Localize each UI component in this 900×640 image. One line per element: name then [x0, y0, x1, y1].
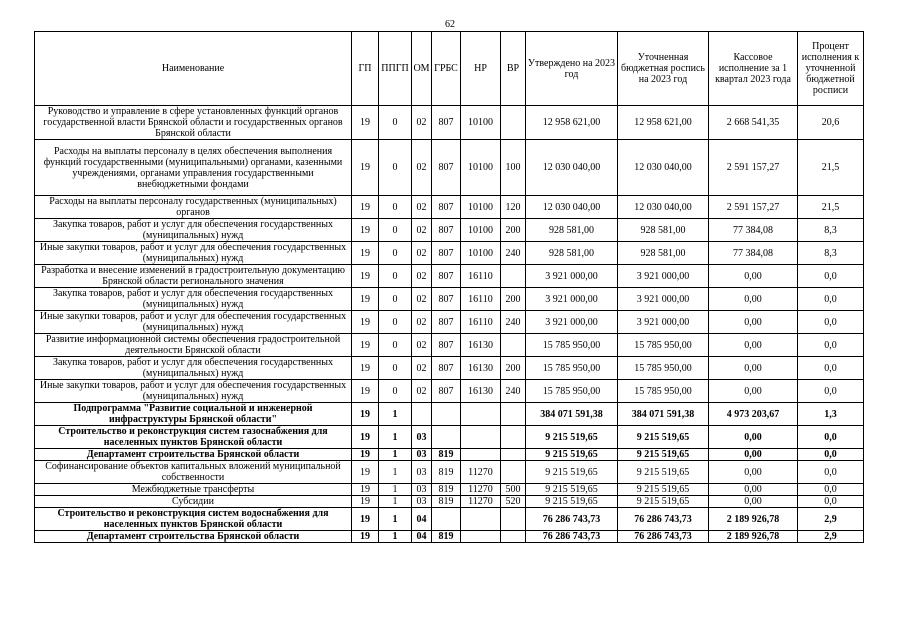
cell-refined: 76 286 743,73	[618, 508, 709, 531]
cell-np	[461, 508, 501, 531]
cell-om	[412, 403, 432, 426]
cell-np: 11270	[461, 496, 501, 508]
table-row	[35, 496, 864, 508]
cell-approved: 9 215 519,65	[526, 426, 618, 449]
cell-ppgp: 0	[379, 380, 412, 403]
cell-om: 03	[412, 496, 432, 508]
cell-vr: 500	[501, 484, 526, 496]
header-np: НР	[461, 32, 501, 106]
cell-refined: 15 785 950,00	[618, 334, 709, 357]
cell-ppgp: 0	[379, 265, 412, 288]
cell-vr: 240	[501, 311, 526, 334]
cell-gp: 19	[352, 426, 379, 449]
cell-ppgp: 1	[379, 426, 412, 449]
cell-grbs: 807	[432, 265, 461, 288]
cell-gp: 19	[352, 496, 379, 508]
cell-gp: 19	[352, 219, 379, 242]
header-name: Наименование	[35, 32, 352, 106]
cell-refined: 3 921 000,00	[618, 265, 709, 288]
cell-percent: 0,0	[798, 484, 864, 496]
cell-np	[461, 449, 501, 461]
cell-percent: 0,0	[798, 288, 864, 311]
cell-approved: 9 215 519,65	[526, 484, 618, 496]
table-header-row	[35, 32, 864, 106]
header-approved: Утверждено на 2023 год	[526, 32, 618, 106]
cell-grbs: 819	[432, 449, 461, 461]
cell-np: 16110	[461, 288, 501, 311]
cell-np	[461, 531, 501, 543]
cell-name: Расходы на выплаты персоналу государственных (муниципальных) органов	[35, 196, 352, 219]
cell-name: Иные закупки товаров, работ и услуг для обеспечения государственных (муниципальных) нужд	[35, 380, 352, 403]
cell-vr	[501, 508, 526, 531]
cell-approved: 3 921 000,00	[526, 265, 618, 288]
page-number: 62	[445, 19, 455, 30]
cell-ppgp: 0	[379, 242, 412, 265]
cell-ppgp: 1	[379, 484, 412, 496]
cell-approved: 76 286 743,73	[526, 508, 618, 531]
cell-ppgp: 1	[379, 531, 412, 543]
cell-np: 10100	[461, 219, 501, 242]
table-row	[35, 140, 864, 196]
table-row	[35, 334, 864, 357]
cell-approved: 9 215 519,65	[526, 461, 618, 484]
cell-grbs: 807	[432, 219, 461, 242]
cell-name: Руководство и управление в сфере установленных функций органов государственной власти Брянской области и государственных органов Брянской области	[35, 106, 352, 140]
cell-np: 10100	[461, 242, 501, 265]
cell-name: Расходы на выплаты персоналу в целях обеспечения выполнения функций государственными (муниципальными) органами, казенными учреждениями, органами управления государственными внебюджетными фондами	[35, 140, 352, 196]
cell-refined: 9 215 519,65	[618, 496, 709, 508]
cell-cash: 0,00	[709, 334, 798, 357]
cell-name: Строительство и реконструкция систем газоснабжения для населенных пунктов Брянской области	[35, 426, 352, 449]
cell-om: 02	[412, 357, 432, 380]
cell-np: 16130	[461, 380, 501, 403]
table-row	[35, 242, 864, 265]
cell-refined: 76 286 743,73	[618, 531, 709, 543]
cell-cash: 0,00	[709, 380, 798, 403]
cell-np: 16110	[461, 265, 501, 288]
cell-np: 10100	[461, 140, 501, 196]
cell-gp: 19	[352, 531, 379, 543]
cell-name: Закупка товаров, работ и услуг для обеспечения государственных (муниципальных) нужд	[35, 219, 352, 242]
cell-gp: 19	[352, 311, 379, 334]
cell-ppgp: 1	[379, 461, 412, 484]
cell-approved: 3 921 000,00	[526, 288, 618, 311]
cell-approved: 928 581,00	[526, 219, 618, 242]
cell-percent: 20,6	[798, 106, 864, 140]
cell-vr	[501, 403, 526, 426]
cell-gp: 19	[352, 106, 379, 140]
cell-gp: 19	[352, 265, 379, 288]
header-ppgp: ППГП	[379, 32, 412, 106]
cell-percent: 8,3	[798, 242, 864, 265]
cell-ppgp: 0	[379, 106, 412, 140]
cell-np: 16110	[461, 311, 501, 334]
cell-gp: 19	[352, 461, 379, 484]
header-refined: Уточненная бюджетная роспись на 2023 год	[618, 32, 709, 106]
cell-percent: 0,0	[798, 380, 864, 403]
cell-name: Подпрограмма "Развитие социальной и инженерной инфраструктуры Брянской области"	[35, 403, 352, 426]
cell-cash: 0,00	[709, 484, 798, 496]
cell-cash: 0,00	[709, 496, 798, 508]
cell-approved: 15 785 950,00	[526, 334, 618, 357]
cell-percent: 0,0	[798, 449, 864, 461]
cell-om: 03	[412, 426, 432, 449]
cell-percent: 1,3	[798, 403, 864, 426]
cell-percent: 8,3	[798, 219, 864, 242]
cell-np	[461, 403, 501, 426]
cell-cash: 0,00	[709, 426, 798, 449]
cell-refined: 15 785 950,00	[618, 380, 709, 403]
cell-name: Строительство и реконструкция систем водоснабжения для населенных пунктов Брянской области	[35, 508, 352, 531]
cell-refined: 15 785 950,00	[618, 357, 709, 380]
cell-cash: 2 591 157,27	[709, 196, 798, 219]
cell-grbs: 819	[432, 484, 461, 496]
cell-grbs: 807	[432, 106, 461, 140]
cell-gp: 19	[352, 449, 379, 461]
cell-vr: 200	[501, 219, 526, 242]
cell-vr: 200	[501, 288, 526, 311]
cell-om: 02	[412, 196, 432, 219]
cell-name: Департамент строительства Брянской области	[35, 449, 352, 461]
cell-np: 16130	[461, 334, 501, 357]
cell-name: Департамент строительства Брянской области	[35, 531, 352, 543]
cell-percent: 2,9	[798, 508, 864, 531]
cell-gp: 19	[352, 288, 379, 311]
header-percent: Процент исполнения к уточненной бюджетной росписи	[798, 32, 864, 106]
cell-grbs: 819	[432, 461, 461, 484]
cell-gp: 19	[352, 140, 379, 196]
cell-name: Разработка и внесение изменений в градостроительную документацию Брянской области регионального значения	[35, 265, 352, 288]
cell-om: 02	[412, 265, 432, 288]
cell-name: Закупка товаров, работ и услуг для обеспечения государственных (муниципальных) нужд	[35, 357, 352, 380]
cell-refined: 12 030 040,00	[618, 196, 709, 219]
cell-cash: 2 591 157,27	[709, 140, 798, 196]
table-row	[35, 403, 864, 426]
cell-approved: 76 286 743,73	[526, 531, 618, 543]
cell-ppgp: 0	[379, 357, 412, 380]
cell-ppgp: 0	[379, 140, 412, 196]
cell-refined: 9 215 519,65	[618, 461, 709, 484]
cell-percent: 21,5	[798, 196, 864, 219]
cell-grbs	[432, 426, 461, 449]
cell-cash: 0,00	[709, 461, 798, 484]
cell-refined: 384 071 591,38	[618, 403, 709, 426]
table-row	[35, 265, 864, 288]
cell-percent: 2,9	[798, 531, 864, 543]
table-row	[35, 461, 864, 484]
cell-refined: 3 921 000,00	[618, 311, 709, 334]
cell-ppgp: 0	[379, 288, 412, 311]
cell-ppgp: 1	[379, 508, 412, 531]
table-row	[35, 106, 864, 140]
cell-name: Межбюджетные трансферты	[35, 484, 352, 496]
cell-percent: 0,0	[798, 334, 864, 357]
table-row	[35, 508, 864, 531]
header-cash: Кассовое исполнение за 1 квартал 2023 года	[709, 32, 798, 106]
budget-table	[34, 31, 864, 543]
cell-grbs: 807	[432, 140, 461, 196]
cell-name: Иные закупки товаров, работ и услуг для обеспечения государственных (муниципальных) нужд	[35, 311, 352, 334]
cell-grbs	[432, 403, 461, 426]
cell-percent: 0,0	[798, 357, 864, 380]
cell-approved: 15 785 950,00	[526, 357, 618, 380]
cell-gp: 19	[352, 196, 379, 219]
cell-vr: 120	[501, 196, 526, 219]
cell-gp: 19	[352, 403, 379, 426]
cell-om: 02	[412, 380, 432, 403]
cell-percent: 0,0	[798, 426, 864, 449]
cell-om: 02	[412, 140, 432, 196]
cell-om: 02	[412, 242, 432, 265]
cell-refined: 12 030 040,00	[618, 140, 709, 196]
table-row	[35, 357, 864, 380]
cell-name: Закупка товаров, работ и услуг для обеспечения государственных (муниципальных) нужд	[35, 288, 352, 311]
cell-ppgp: 0	[379, 334, 412, 357]
cell-grbs: 807	[432, 311, 461, 334]
cell-vr	[501, 531, 526, 543]
cell-om: 02	[412, 334, 432, 357]
cell-vr: 520	[501, 496, 526, 508]
cell-np: 11270	[461, 484, 501, 496]
cell-cash: 0,00	[709, 311, 798, 334]
cell-approved: 12 958 621,00	[526, 106, 618, 140]
cell-vr	[501, 461, 526, 484]
cell-refined: 928 581,00	[618, 242, 709, 265]
cell-vr	[501, 334, 526, 357]
cell-approved: 12 030 040,00	[526, 196, 618, 219]
cell-grbs: 819	[432, 531, 461, 543]
cell-refined: 9 215 519,65	[618, 449, 709, 461]
cell-gp: 19	[352, 484, 379, 496]
cell-vr: 200	[501, 357, 526, 380]
cell-om: 02	[412, 106, 432, 140]
cell-cash: 0,00	[709, 288, 798, 311]
cell-approved: 9 215 519,65	[526, 496, 618, 508]
cell-ppgp: 1	[379, 449, 412, 461]
cell-refined: 9 215 519,65	[618, 426, 709, 449]
cell-vr: 100	[501, 140, 526, 196]
cell-vr: 240	[501, 242, 526, 265]
cell-ppgp: 1	[379, 496, 412, 508]
cell-om: 04	[412, 531, 432, 543]
cell-cash: 4 973 203,67	[709, 403, 798, 426]
cell-om: 03	[412, 461, 432, 484]
cell-ppgp: 0	[379, 311, 412, 334]
table-row	[35, 426, 864, 449]
cell-gp: 19	[352, 242, 379, 265]
table-row	[35, 311, 864, 334]
cell-grbs: 807	[432, 357, 461, 380]
cell-ppgp: 1	[379, 403, 412, 426]
cell-cash: 0,00	[709, 357, 798, 380]
cell-gp: 19	[352, 334, 379, 357]
cell-refined: 12 958 621,00	[618, 106, 709, 140]
table-row	[35, 288, 864, 311]
cell-cash: 77 384,08	[709, 219, 798, 242]
cell-refined: 3 921 000,00	[618, 288, 709, 311]
cell-refined: 9 215 519,65	[618, 484, 709, 496]
cell-om: 03	[412, 484, 432, 496]
header-om: ОМ	[412, 32, 432, 106]
cell-refined: 928 581,00	[618, 219, 709, 242]
cell-cash: 2 189 926,78	[709, 508, 798, 531]
cell-approved: 928 581,00	[526, 242, 618, 265]
cell-cash: 0,00	[709, 265, 798, 288]
cell-cash: 0,00	[709, 449, 798, 461]
header-vr: ВР	[501, 32, 526, 106]
cell-grbs: 807	[432, 288, 461, 311]
table-row	[35, 380, 864, 403]
cell-grbs: 807	[432, 196, 461, 219]
cell-np: 10100	[461, 196, 501, 219]
header-gp: ГП	[352, 32, 379, 106]
cell-grbs: 807	[432, 334, 461, 357]
cell-np	[461, 426, 501, 449]
header-grbs: ГРБС	[432, 32, 461, 106]
cell-om: 02	[412, 219, 432, 242]
cell-grbs: 807	[432, 380, 461, 403]
cell-percent: 0,0	[798, 461, 864, 484]
table-row	[35, 484, 864, 496]
cell-om: 02	[412, 288, 432, 311]
cell-ppgp: 0	[379, 196, 412, 219]
cell-grbs	[432, 508, 461, 531]
cell-name: Софинансирование объектов капитальных вложений муниципальной собственности	[35, 461, 352, 484]
cell-percent: 0,0	[798, 311, 864, 334]
cell-approved: 3 921 000,00	[526, 311, 618, 334]
cell-cash: 2 189 926,78	[709, 531, 798, 543]
cell-grbs: 807	[432, 242, 461, 265]
cell-gp: 19	[352, 380, 379, 403]
cell-ppgp: 0	[379, 219, 412, 242]
cell-cash: 2 668 541,35	[709, 106, 798, 140]
cell-np: 16130	[461, 357, 501, 380]
cell-vr	[501, 265, 526, 288]
table-row	[35, 531, 864, 543]
cell-cash: 77 384,08	[709, 242, 798, 265]
cell-approved: 12 030 040,00	[526, 140, 618, 196]
cell-om: 03	[412, 449, 432, 461]
cell-vr	[501, 449, 526, 461]
cell-vr: 240	[501, 380, 526, 403]
table-row	[35, 196, 864, 219]
cell-percent: 21,5	[798, 140, 864, 196]
cell-vr	[501, 426, 526, 449]
cell-percent: 0,0	[798, 496, 864, 508]
cell-np: 11270	[461, 461, 501, 484]
cell-approved: 9 215 519,65	[526, 449, 618, 461]
cell-om: 02	[412, 311, 432, 334]
cell-approved: 384 071 591,38	[526, 403, 618, 426]
cell-name: Субсидии	[35, 496, 352, 508]
cell-gp: 19	[352, 508, 379, 531]
cell-vr	[501, 106, 526, 140]
cell-om: 04	[412, 508, 432, 531]
table-row	[35, 219, 864, 242]
cell-gp: 19	[352, 357, 379, 380]
cell-grbs: 819	[432, 496, 461, 508]
cell-approved: 15 785 950,00	[526, 380, 618, 403]
cell-percent: 0,0	[798, 265, 864, 288]
cell-name: Иные закупки товаров, работ и услуг для обеспечения государственных (муниципальных) нужд	[35, 242, 352, 265]
cell-name: Развитие информационной системы обеспечения градостроительной деятельности Брянской области	[35, 334, 352, 357]
cell-np: 10100	[461, 106, 501, 140]
table-row	[35, 449, 864, 461]
